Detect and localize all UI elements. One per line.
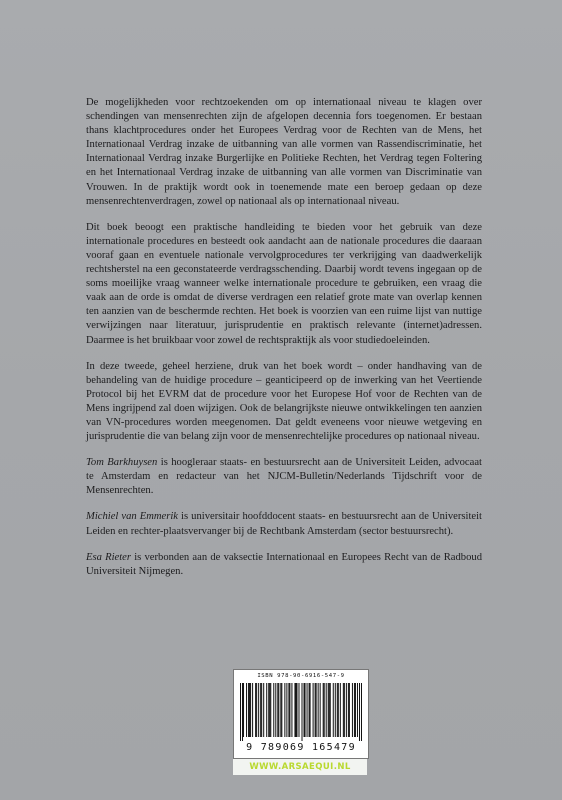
- barcode-bar: [330, 683, 331, 737]
- barcode-bar: [307, 683, 308, 737]
- barcode-bar: [273, 683, 274, 737]
- author-bio-text: is verbonden aan de vaksectie Internationaal en Europees Recht van de Radboud Universiteit Nijmegen.: [86, 551, 482, 577]
- barcode-bar: [275, 683, 276, 737]
- barcode-bar: [268, 683, 269, 737]
- barcode-bar: [324, 683, 325, 737]
- barcode-bar: [260, 683, 261, 737]
- barcode-bar: [338, 683, 339, 737]
- barcode-bar: [258, 683, 259, 737]
- blurb-paragraph-2: Dit boek beoogt een praktische handleiding te bieden voor het gebruik van deze internationale procedures en besteedt ook aandacht aan de nationale procedures die daaraan vooraf gaan en eventuele nationale vervolgprocedures ter verkrijging van daadwerkelijk rechtsherstel na een geconstateerde verdragsschending. Daarbij wordt tevens ingegaan op de soms moeilijke vraag wanneer welke internationale procedure te gebruiken, een vraag die vaak aan de orde is omdat de diverse verdragen een relatief grote mate van overlap kennen ten aanzien van de beschermde rechten. Het boek is voorzien van een ruime lijst van nuttige verwijzingen naar literatuur, jurisprudentie en praktisch relevante (internet)adressen. Daarmee is het bruikbaar voor zowel de rechtspraktijk als voor studiedoeleinden.: [86, 221, 482, 346]
- publisher-url: WWW.ARSAEQUI.NL: [249, 762, 351, 772]
- barcode-bar: [288, 683, 289, 737]
- barcode-bar: [348, 683, 349, 737]
- barcode-bar: [270, 683, 271, 737]
- barcode-bar: [261, 683, 262, 737]
- barcode-digits: 9 789069 165479: [246, 742, 356, 753]
- barcode-bar: [286, 683, 287, 737]
- barcode-bar: [281, 683, 282, 737]
- barcode-bars: [240, 683, 362, 741]
- barcode-bar: [346, 683, 347, 737]
- author-bio-text: is universitair hoofddocent staats- en bestuursrecht aan de Universiteit Leiden en rechter-plaatsvervanger bij de Rechtbank Amsterdam (sector bestuursrecht).: [86, 511, 482, 537]
- barcode-bar: [340, 683, 341, 737]
- barcode-bar: [248, 683, 249, 737]
- barcode-bar: [304, 683, 305, 737]
- barcode-bar: [352, 683, 353, 737]
- barcode-bar: [335, 683, 336, 737]
- barcode-bar: [329, 683, 330, 737]
- barcode-bar: [323, 683, 324, 737]
- author-bio-van-emmerik: [86, 510, 482, 538]
- barcode-bar: [249, 683, 250, 737]
- barcode-bar: [354, 683, 355, 737]
- author-bio-text: is hoogleraar staats- en bestuursrecht aan de Universiteit Leiden, advocaat te Amsterdam en redacteur van het NJCM-Bulletin/Nederlands Tijdschrift voor de Mensenrechten.: [86, 457, 482, 497]
- barcode-bar: [295, 683, 296, 737]
- author-bio-barkhuysen: [86, 456, 482, 498]
- barcode-bar: [344, 683, 345, 737]
- isbn-barcode: [233, 669, 369, 759]
- barcode-bar: [315, 683, 316, 737]
- blurb-text: [86, 96, 482, 591]
- author-bio-rieter: [86, 551, 482, 579]
- barcode-bar: [284, 683, 285, 737]
- barcode-bar: [280, 683, 281, 737]
- barcode-bar: [359, 683, 360, 741]
- barcode-bar: [305, 683, 306, 737]
- barcode-bar: [256, 683, 257, 737]
- barcode-bar: [333, 683, 334, 737]
- barcode-bar: [255, 683, 256, 737]
- publisher-badge: [233, 759, 367, 775]
- barcode-bar: [310, 683, 311, 737]
- barcode-bar: [242, 683, 243, 741]
- barcode-bar: [289, 683, 290, 737]
- barcode-bar: [296, 683, 297, 737]
- barcode-bar: [355, 683, 356, 737]
- barcode-bar: [337, 683, 338, 737]
- barcode-bar: [302, 683, 303, 741]
- barcode-bar: [326, 683, 327, 737]
- barcode-bar: [263, 683, 264, 737]
- barcode-bar: [316, 683, 317, 737]
- barcode-bar: [298, 683, 299, 737]
- blurb-paragraph-1: De mogelijkheden voor rechtzoekenden om op internationaal niveau te klagen over schendingen van mensenrechten zijn de afgelopen decennia fors toegenomen. Er bestaan thans klachtprocedures onder het Europees Verdrag voor de Rechten van de Mens, het Internationaal Verdrag inzake de uitbanning van alle vormen van Rassendiscriminatie, het Internationaal Verdrag inzake Burgerlijke en Politieke Rechten, het Verdrag tegen Foltering en het Internationaal Verdrag inzake de uitbanning van alle vormen van Discriminatie van Vrouwen. In de praktijk wordt ook in toenemende mate een beroep gedaan op deze mensenrechtenverdragen, zowel op nationaal als op internationaal niveau.: [86, 97, 482, 207]
- barcode-bar: [357, 683, 358, 737]
- isbn-label: ISBN 978-90-6916-547-9: [257, 673, 345, 679]
- barcode-bar: [349, 683, 350, 737]
- barcode-bar: [318, 683, 319, 737]
- barcode-bar: [328, 683, 329, 737]
- blurb-paragraph-3: In deze tweede, geheel herziene, druk van het boek wordt – onder handhaving van de behandeling van de huidige procedure – geanticipeerd op de inwerking van het Veertiende Protocol bij het EVRM dat de procedure voor het Europese Hof voor de Rechten van de Mens ingrijpend zal doen wijzigen. Ook de belangrijkste nieuwe ontwikkelingen ten aanzien van VN-procedures worden meegenomen. Dat geldt eveneens voor nieuwe wetgeving en jurisprudentie die van belang zijn voor de mensenrechtelijke procedures op nationaal niveau.: [86, 360, 482, 443]
- barcode-bar: [309, 683, 310, 737]
- barcode-bar: [361, 683, 362, 741]
- barcode-bar: [240, 683, 241, 741]
- barcode-bar: [320, 683, 321, 737]
- barcode-bar: [252, 683, 253, 737]
- author-name: Esa Rieter: [86, 551, 131, 563]
- barcode-bar: [269, 683, 270, 737]
- author-name: Michiel van Emmerik: [86, 511, 178, 523]
- barcode-bar: [278, 683, 279, 737]
- barcode-bar: [291, 683, 292, 737]
- barcode-bar: [277, 683, 278, 737]
- barcode-bar: [313, 683, 314, 737]
- barcode-bar: [266, 683, 267, 737]
- barcode-bar: [294, 683, 295, 737]
- barcode-bar: [343, 683, 344, 737]
- barcode-bar: [250, 683, 251, 737]
- barcode-bar: [243, 683, 244, 737]
- author-name: Tom Barkhuysen: [86, 457, 158, 469]
- barcode-bar: [246, 683, 247, 737]
